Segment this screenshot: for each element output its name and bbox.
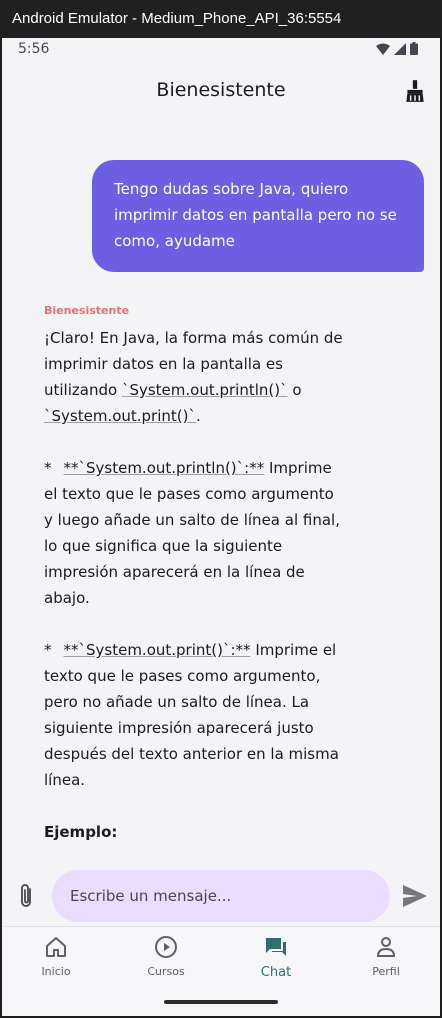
bot-intro-text: ¡Claro! En Java, la forma más común de imprimir datos en la pantalla es utilizando (44, 329, 343, 399)
chat-icon (264, 935, 288, 959)
paperclip-icon[interactable] (14, 882, 38, 910)
bot-intro-end: . (196, 407, 201, 425)
user-message-bubble: Tengo dudas sobre Java, quiero imprimir datos en pantalla pero no se como, ayudame (92, 160, 424, 272)
window-title: Android Emulator - Medium_Phone_API_36:5554 (0, 0, 442, 38)
home-indicator[interactable] (164, 1000, 278, 1004)
nav-label-inicio: Inicio (41, 965, 71, 978)
nav-label-cursos: Cursos (147, 965, 185, 978)
signal-icon (394, 43, 406, 55)
broom-icon[interactable] (402, 78, 428, 104)
bot-message-text (44, 325, 344, 845)
bullet1-text: Imprime el texto que le pases como argumento y luego añade un salto de línea al final, lo que significa que la siguiente impresión aparecerá en la línea de abajo. (44, 459, 340, 607)
wifi-icon (376, 43, 390, 55)
battery-icon (410, 42, 418, 55)
home-icon (44, 935, 68, 959)
app-bar (2, 62, 440, 122)
bullet1-code: **`System.out.println()`:** (63, 459, 265, 477)
phone-screen (2, 38, 440, 1016)
nav-item-perfil[interactable] (341, 935, 431, 978)
bot-bullet-2 (44, 637, 344, 793)
page-title: Bienesistente (156, 79, 286, 101)
bot-name: Bienesistente (44, 304, 130, 317)
nav-label-chat: Chat (260, 965, 292, 980)
message-input[interactable] (52, 870, 390, 922)
code-print: `System.out.print()` (44, 407, 196, 425)
nav-item-chat[interactable] (231, 935, 321, 980)
chat-messages[interactable] (2, 122, 440, 858)
nav-label-perfil: Perfil (372, 965, 400, 978)
bullet2-code: **`System.out.print()`:** (63, 641, 251, 659)
message-composer (2, 868, 440, 928)
send-icon[interactable] (402, 884, 428, 908)
nav-item-inicio[interactable] (11, 935, 101, 978)
bullet2-text: Imprime el texto que le pases como argumento, pero no añade un salto de línea. La siguiente impresión aparecerá justo después del texto anterior en la misma línea. (44, 641, 339, 789)
status-time: 5:56 (18, 41, 50, 57)
bullet-symbol: * (44, 641, 52, 659)
example-heading: Ejemplo: (44, 823, 118, 841)
bullet-symbol: * (44, 459, 52, 477)
code-println: `System.out.println()` (121, 381, 288, 399)
bot-paragraph-intro (44, 325, 344, 429)
bot-message (44, 304, 344, 858)
person-icon (374, 935, 398, 959)
status-icons (376, 42, 418, 55)
play-circle-icon (154, 935, 178, 959)
status-bar (2, 38, 440, 62)
nav-item-cursos[interactable] (121, 935, 211, 978)
bot-intro-or: o (287, 381, 302, 399)
bot-bullet-1 (44, 455, 344, 611)
